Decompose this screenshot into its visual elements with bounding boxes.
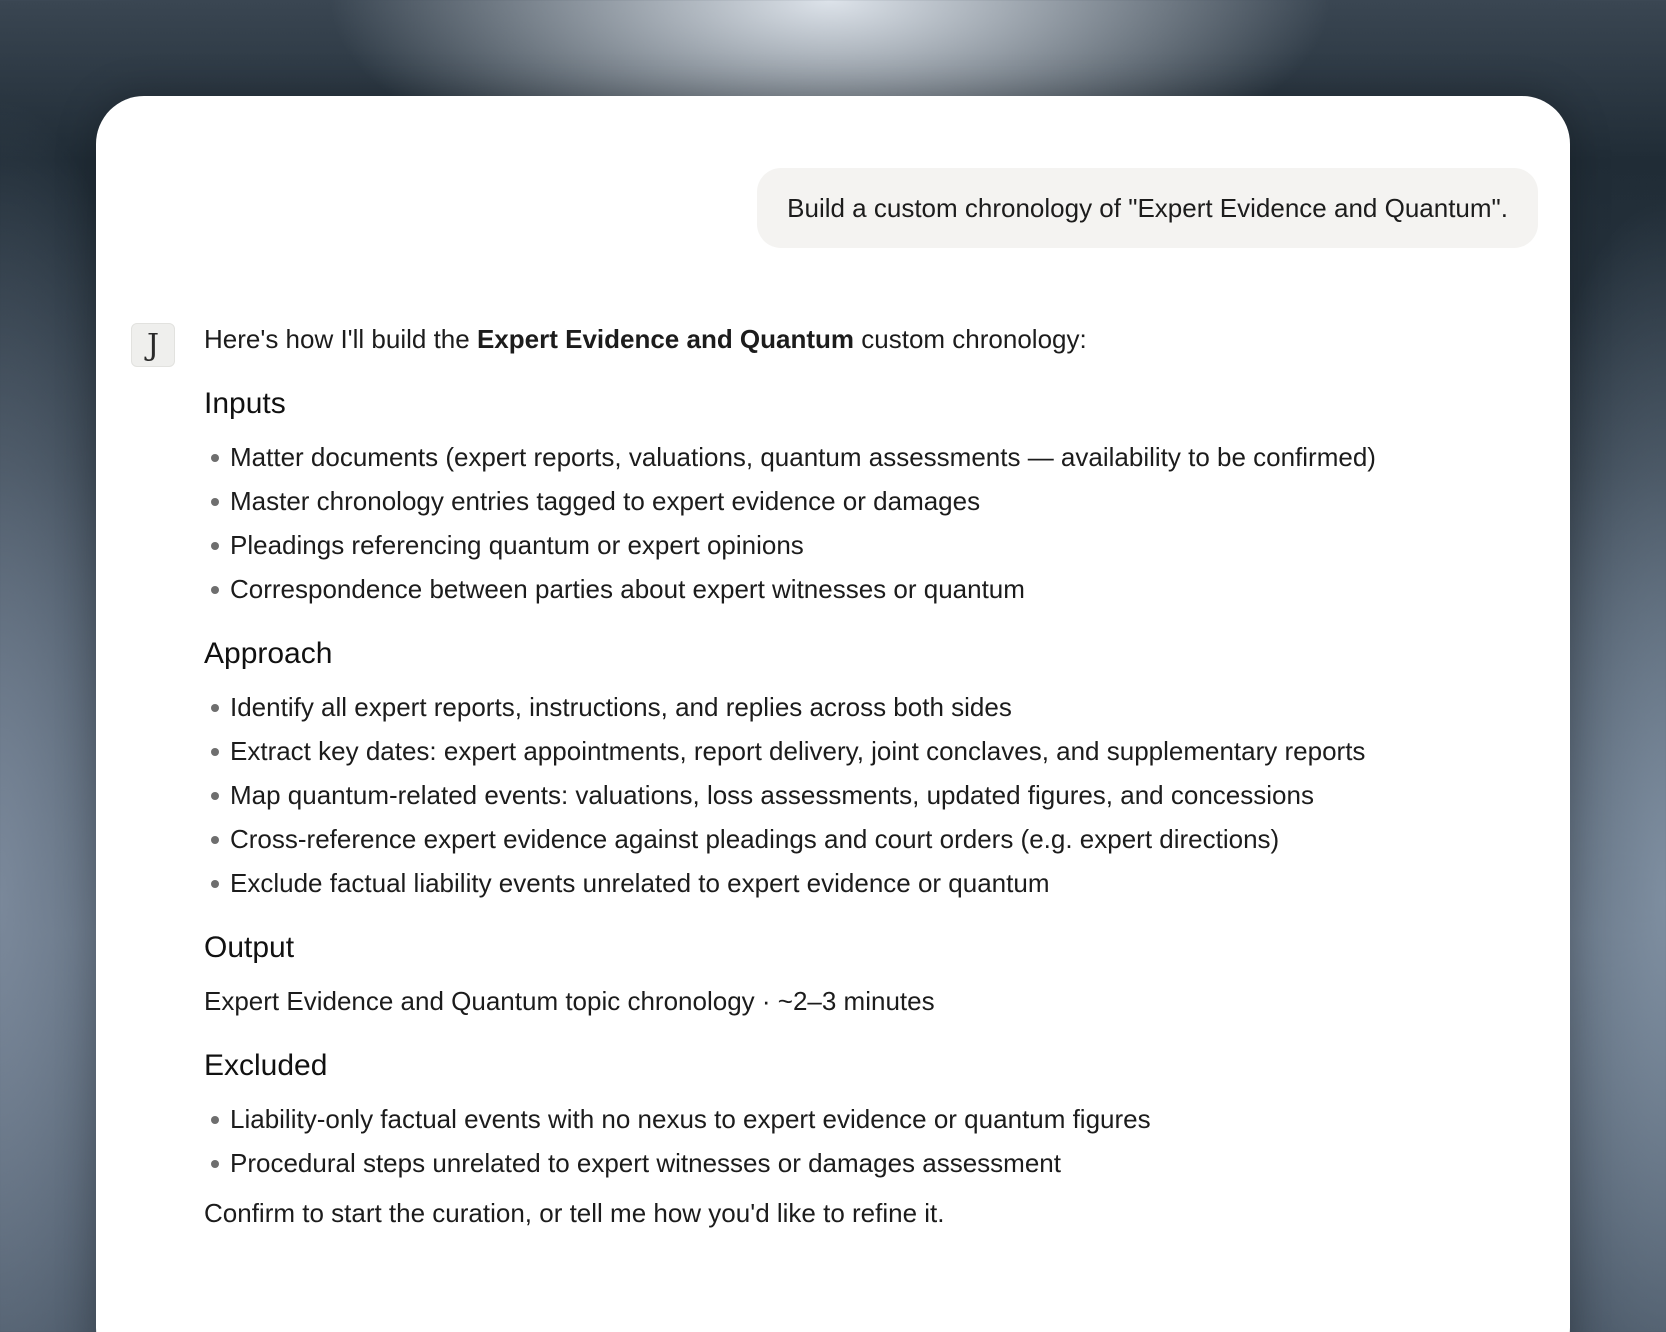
list-item: Master chronology entries tagged to expert evidence or damages (204, 486, 1534, 530)
list-item: Pleadings referencing quantum or expert opinions (204, 530, 1534, 574)
approach-heading: Approach (204, 637, 333, 670)
excluded-list (204, 1104, 1534, 1178)
list-item: Exclude factual liability events unrelated to expert evidence or quantum (204, 868, 1534, 898)
list-item: Cross-reference expert evidence against pleadings and court orders (e.g. expert directions) (204, 824, 1534, 868)
inputs-heading: Inputs (204, 387, 286, 420)
closing-prompt: Confirm to start the curation, or tell me how you'd like to refine it. (204, 1198, 945, 1228)
list-item: Extract key dates: expert appointments, report delivery, joint conclaves, and supplementary reports (204, 736, 1534, 780)
excluded-heading: Excluded (204, 1049, 328, 1082)
chat-window (96, 96, 1570, 1332)
intro-prefix: Here's how I'll build the (204, 324, 477, 354)
list-item: Procedural steps unrelated to expert witnesses or damages assessment (204, 1148, 1534, 1178)
output-heading: Output (204, 931, 295, 964)
assistant-avatar (131, 323, 175, 367)
user-message-bubble (757, 168, 1538, 248)
list-item: Identify all expert reports, instructions, and replies across both sides (204, 692, 1534, 736)
list-item: Matter documents (expert reports, valuations, quantum assessments — availability to be confirmed) (204, 442, 1534, 486)
list-item: Liability-only factual events with no nexus to expert evidence or quantum figures (204, 1104, 1534, 1148)
avatar-letter: J (146, 327, 160, 363)
approach-list (204, 692, 1534, 898)
user-message-text: Build a custom chronology of "Expert Evidence and Quantum". (787, 192, 1508, 223)
response-intro (204, 324, 1534, 354)
list-item: Map quantum-related events: valuations, loss assessments, updated figures, and concessions (204, 780, 1534, 824)
intro-topic: Expert Evidence and Quantum (476, 324, 855, 354)
output-description: Expert Evidence and Quantum topic chronology · ~2–3 minutes (204, 986, 935, 1016)
intro-suffix: custom chronology: (854, 324, 1087, 354)
inputs-list (204, 442, 1534, 604)
assistant-response (204, 324, 1534, 1228)
list-item: Correspondence between parties about expert witnesses or quantum (204, 574, 1534, 604)
